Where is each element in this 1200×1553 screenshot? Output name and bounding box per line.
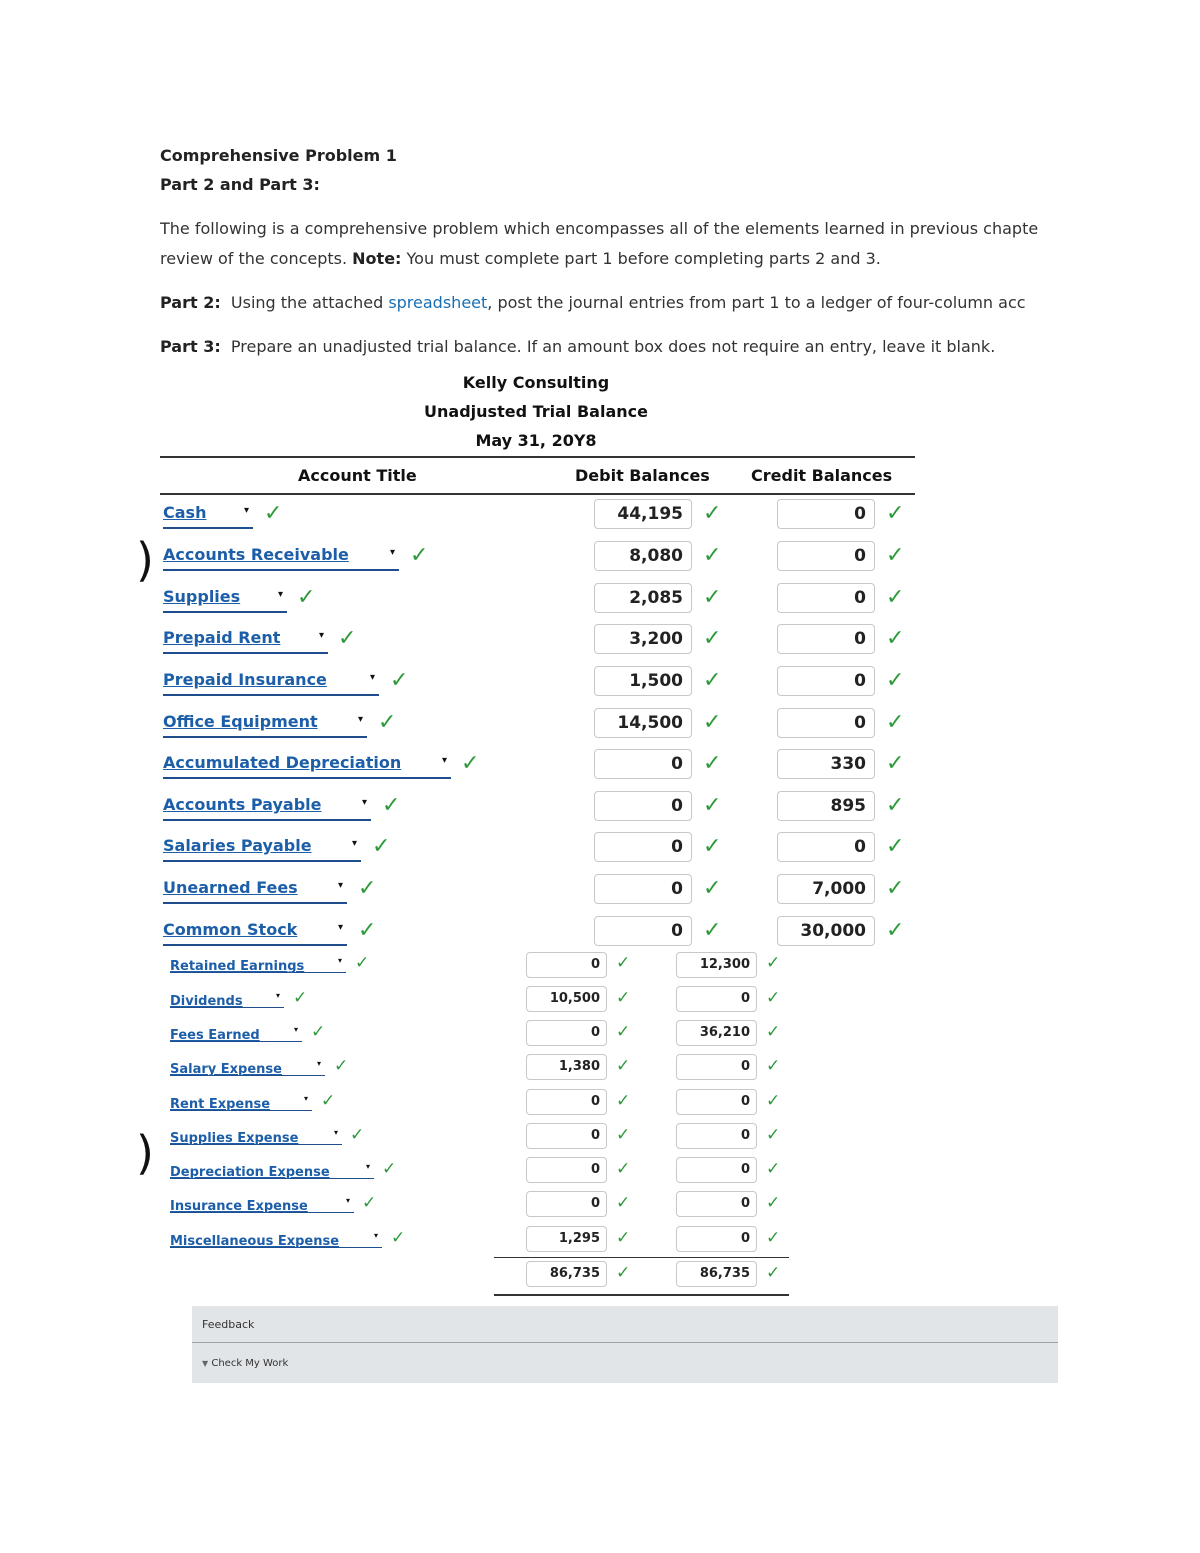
account-select[interactable] <box>163 878 347 904</box>
debit-input[interactable]: 44,195 <box>594 499 692 529</box>
account-label: Insurance Expense <box>170 1199 308 1214</box>
check-icon: ✓ <box>703 626 722 651</box>
account-label: Supplies <box>163 587 241 606</box>
credit-input[interactable]: 0 <box>676 1089 757 1115</box>
check-icon: ✓ <box>616 1022 631 1042</box>
dropdown-arrow-icon: ▾ <box>441 755 447 766</box>
debit-input[interactable]: 10,500 <box>526 986 607 1012</box>
account-label: Depreciation Expense <box>170 1165 330 1180</box>
check-icon: ✓ <box>886 793 905 818</box>
account-label: Miscellaneous Expense <box>170 1234 340 1249</box>
credit-input[interactable]: 0 <box>777 541 875 571</box>
credit-input[interactable]: 0 <box>676 1123 757 1149</box>
account-select[interactable] <box>170 1230 382 1248</box>
account-select[interactable] <box>170 1093 312 1111</box>
part3-instructions <box>160 337 1058 356</box>
debit-input[interactable]: 1,500 <box>594 666 692 696</box>
account-select[interactable] <box>163 712 367 738</box>
check-icon: ✓ <box>766 1125 781 1145</box>
check-icon: ✓ <box>358 918 377 943</box>
debit-input[interactable]: 0 <box>594 916 692 946</box>
brace-mark: ) <box>136 1126 154 1180</box>
problem-subtitle: Part 2 and Part 3: <box>160 175 320 194</box>
check-icon: ✓ <box>338 626 357 651</box>
check-icon: ✓ <box>703 501 722 526</box>
account-select[interactable] <box>163 545 399 571</box>
account-select[interactable] <box>163 795 371 821</box>
check-icon: ✓ <box>703 585 722 610</box>
dropdown-arrow-icon: ▾ <box>365 1162 370 1171</box>
credit-input[interactable]: 0 <box>676 986 757 1012</box>
intro-note-text: You must complete part 1 before completing parts 2 and 3. <box>401 249 881 268</box>
account-label: Office Equipment <box>163 712 318 731</box>
credit-input[interactable]: 0 <box>777 708 875 738</box>
dropdown-arrow-icon: ▾ <box>318 630 324 641</box>
check-icon: ✓ <box>616 1159 631 1179</box>
problem-title: Comprehensive Problem 1 <box>160 146 397 165</box>
check-icon: ✓ <box>703 834 722 859</box>
account-select[interactable] <box>163 628 328 654</box>
dropdown-arrow-icon: ▾ <box>337 956 342 965</box>
credit-input[interactable]: 330 <box>777 749 875 779</box>
intro-text: review of the concepts. <box>160 249 353 268</box>
debit-input[interactable]: 0 <box>594 874 692 904</box>
account-select[interactable] <box>163 503 253 529</box>
check-icon: ✓ <box>616 1263 631 1283</box>
check-icon: ✓ <box>311 1022 326 1042</box>
feedback-label: Feedback <box>202 1318 255 1331</box>
dropdown-arrow-icon: ▾ <box>337 922 343 933</box>
check-icon: ✓ <box>703 710 722 735</box>
part2-text-end: , post the journal entries from part 1 to a ledger of four-column acc <box>487 293 1026 312</box>
check-icon: ✓ <box>886 751 905 776</box>
account-select[interactable] <box>170 1058 325 1076</box>
check-icon: ✓ <box>616 1193 631 1213</box>
check-icon: ✓ <box>886 585 905 610</box>
account-label: Rent Expense <box>170 1097 271 1112</box>
total-debit-input[interactable]: 86,735 <box>526 1261 607 1287</box>
account-select[interactable] <box>170 1127 342 1145</box>
account-label: Unearned Fees <box>163 878 298 897</box>
table-header-rule <box>160 493 915 495</box>
check-icon: ✓ <box>616 988 631 1008</box>
check-icon: ✓ <box>766 1193 781 1213</box>
credit-input[interactable]: 0 <box>777 583 875 613</box>
check-icon: ✓ <box>293 988 308 1008</box>
dropdown-arrow-icon: ▾ <box>357 714 363 725</box>
check-icon: ✓ <box>616 953 631 973</box>
statement-date: May 31, 20Y8 <box>475 431 597 450</box>
brace-mark: ) <box>136 533 154 587</box>
debit-input[interactable]: 1,380 <box>526 1054 607 1080</box>
credit-input[interactable]: 12,300 <box>676 952 757 978</box>
check-icon: ✓ <box>886 918 905 943</box>
check-icon: ✓ <box>886 668 905 693</box>
credit-input[interactable]: 0 <box>777 624 875 654</box>
part2-text: Using the attached <box>230 293 389 312</box>
dropdown-arrow-icon: ▾ <box>373 1231 378 1240</box>
check-icon: ✓ <box>616 1228 631 1248</box>
spreadsheet-link[interactable]: spreadsheet <box>388 293 488 312</box>
dropdown-arrow-icon: ▾ <box>303 1094 308 1103</box>
account-label: Accounts Receivable <box>163 545 349 564</box>
account-select[interactable] <box>170 990 284 1008</box>
check-icon: ✓ <box>372 834 391 859</box>
check-icon: ✓ <box>886 543 905 568</box>
part2-label: Part 2: <box>160 293 221 312</box>
debit-input[interactable]: 0 <box>594 832 692 862</box>
debit-input[interactable]: 8,080 <box>594 541 692 571</box>
dropdown-arrow-icon: ▾ <box>243 505 249 516</box>
dropdown-arrow-icon: ▾ <box>316 1059 321 1068</box>
credit-input[interactable]: 0 <box>676 1226 757 1252</box>
dropdown-arrow-icon: ▾ <box>351 838 357 849</box>
check-icon: ✓ <box>703 543 722 568</box>
intro-line-1: The following is a comprehensive problem which encompasses all of the elements learned in previous chapte <box>160 219 1039 238</box>
check-icon: ✓ <box>334 1056 349 1076</box>
total-credit-input[interactable]: 86,735 <box>676 1261 757 1287</box>
check-icon: ✓ <box>616 1056 631 1076</box>
credit-input[interactable]: 0 <box>676 1157 757 1183</box>
account-select[interactable] <box>170 1195 354 1213</box>
account-select[interactable] <box>163 587 287 613</box>
check-icon: ✓ <box>886 501 905 526</box>
credit-input[interactable]: 36,210 <box>676 1020 757 1046</box>
account-label: Prepaid Insurance <box>163 670 327 689</box>
account-label: Supplies Expense <box>170 1131 299 1146</box>
check-icon: ✓ <box>703 751 722 776</box>
debit-input[interactable]: 0 <box>526 1157 607 1183</box>
account-select[interactable] <box>163 920 347 946</box>
triangle-down-icon: ▼ <box>202 1359 209 1368</box>
account-select[interactable] <box>163 836 361 862</box>
account-label: Prepaid Rent <box>163 628 281 647</box>
debit-input[interactable]: 0 <box>526 1123 607 1149</box>
credit-input[interactable]: 30,000 <box>777 916 875 946</box>
check-icon: ✓ <box>461 751 480 776</box>
account-label: Common Stock <box>163 920 298 939</box>
debit-input[interactable]: 3,200 <box>594 624 692 654</box>
check-icon: ✓ <box>350 1125 365 1145</box>
check-icon: ✓ <box>297 585 316 610</box>
account-label: Dividends <box>170 994 243 1009</box>
feedback-panel <box>192 1306 1058 1383</box>
col-account-title: Account Title <box>298 466 417 485</box>
check-icon: ✓ <box>766 1056 781 1076</box>
credit-input[interactable]: 0 <box>777 666 875 696</box>
credit-input[interactable]: 895 <box>777 791 875 821</box>
check-icon: ✓ <box>766 1263 781 1283</box>
part3-text: Prepare an unadjusted trial balance. If an amount box does not require an entry, leave it blank. <box>230 337 996 356</box>
check-icon: ✓ <box>886 710 905 735</box>
part2-instructions <box>160 293 1058 312</box>
check-icon: ✓ <box>766 1091 781 1111</box>
account-select[interactable] <box>170 1024 302 1042</box>
check-icon: ✓ <box>410 543 429 568</box>
dropdown-arrow-icon: ▾ <box>369 672 375 683</box>
check-icon: ✓ <box>382 793 401 818</box>
totals-bottom-rule <box>494 1294 789 1296</box>
check-icon: ✓ <box>703 793 722 818</box>
col-credit-balances: Credit Balances <box>751 466 893 485</box>
debit-input[interactable]: 0 <box>526 1089 607 1115</box>
dropdown-arrow-icon: ▾ <box>361 797 367 808</box>
credit-input[interactable]: 0 <box>777 832 875 862</box>
account-label: Salaries Payable <box>163 836 312 855</box>
check-icon: ✓ <box>886 876 905 901</box>
check-icon: ✓ <box>886 834 905 859</box>
dropdown-arrow-icon: ▾ <box>337 880 343 891</box>
account-select[interactable] <box>170 955 346 973</box>
debit-input[interactable]: 2,085 <box>594 583 692 613</box>
check-icon: ✓ <box>766 1228 781 1248</box>
debit-input[interactable]: 1,295 <box>526 1226 607 1252</box>
col-debit-balances: Debit Balances <box>575 466 710 485</box>
dropdown-arrow-icon: ▾ <box>275 991 280 1000</box>
table-top-rule <box>160 456 915 458</box>
account-label: Accounts Payable <box>163 795 322 814</box>
dropdown-arrow-icon: ▾ <box>389 547 395 558</box>
check-icon: ✓ <box>703 668 722 693</box>
check-icon: ✓ <box>766 953 781 973</box>
account-label: Fees Earned <box>170 1028 260 1043</box>
company-name: Kelly Consulting <box>462 373 610 392</box>
account-select[interactable] <box>163 753 451 779</box>
credit-input[interactable]: 0 <box>676 1191 757 1217</box>
check-icon: ✓ <box>382 1159 397 1179</box>
check-icon: ✓ <box>766 1159 781 1179</box>
debit-input[interactable]: 0 <box>526 1020 607 1046</box>
intro-line-2 <box>160 249 1058 268</box>
dropdown-arrow-icon: ▾ <box>333 1128 338 1137</box>
check-my-work-label: Check My Work <box>211 1358 289 1369</box>
part3-label: Part 3: <box>160 337 221 356</box>
debit-input[interactable]: 0 <box>594 791 692 821</box>
account-label: Cash <box>163 503 207 522</box>
account-label: Salary Expense <box>170 1062 282 1077</box>
debit-input[interactable]: 0 <box>526 952 607 978</box>
check-icon: ✓ <box>616 1125 631 1145</box>
account-label: Retained Earnings <box>170 959 305 974</box>
statement-title: Unadjusted Trial Balance <box>424 402 648 421</box>
feedback-divider <box>192 1342 1058 1343</box>
debit-input[interactable]: 14,500 <box>594 708 692 738</box>
credit-input[interactable]: 7,000 <box>777 874 875 904</box>
check-icon: ✓ <box>321 1091 336 1111</box>
dropdown-arrow-icon: ▾ <box>277 589 283 600</box>
check-icon: ✓ <box>358 876 377 901</box>
check-my-work-toggle[interactable] <box>202 1358 288 1369</box>
check-icon: ✓ <box>886 626 905 651</box>
note-label: Note: <box>352 249 402 268</box>
check-icon: ✓ <box>390 668 409 693</box>
check-icon: ✓ <box>703 918 722 943</box>
check-icon: ✓ <box>362 1193 377 1213</box>
check-icon: ✓ <box>766 1022 781 1042</box>
account-select[interactable] <box>163 670 379 696</box>
check-icon: ✓ <box>616 1091 631 1111</box>
check-icon: ✓ <box>391 1228 406 1248</box>
debit-input[interactable]: 0 <box>594 749 692 779</box>
account-label: Accumulated Depreciation <box>163 753 402 772</box>
account-select[interactable] <box>170 1161 374 1179</box>
debit-input[interactable]: 0 <box>526 1191 607 1217</box>
check-icon: ✓ <box>264 501 283 526</box>
credit-input[interactable]: 0 <box>676 1054 757 1080</box>
dropdown-arrow-icon: ▾ <box>345 1196 350 1205</box>
check-icon: ✓ <box>703 876 722 901</box>
check-icon: ✓ <box>378 710 397 735</box>
check-icon: ✓ <box>766 988 781 1008</box>
credit-input[interactable]: 0 <box>777 499 875 529</box>
totals-top-rule <box>494 1257 789 1258</box>
dropdown-arrow-icon: ▾ <box>293 1025 298 1034</box>
check-icon: ✓ <box>355 953 370 973</box>
